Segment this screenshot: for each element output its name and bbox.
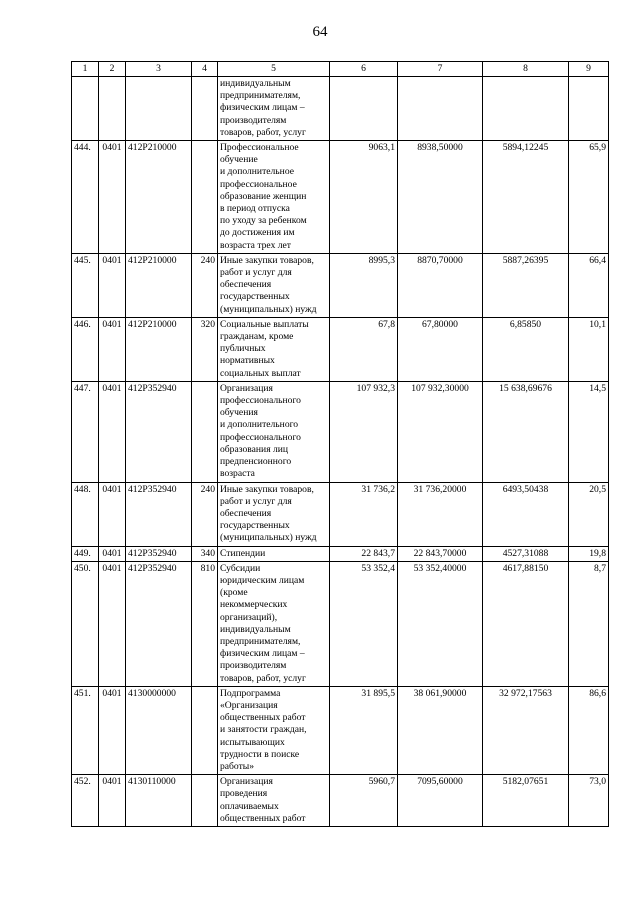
executed-amount: 5894,12245 bbox=[483, 141, 569, 254]
approved-amount bbox=[330, 77, 398, 141]
row-number: 451. bbox=[72, 686, 99, 774]
executed-amount: 4617,88150 bbox=[483, 561, 569, 686]
column-header: 5 bbox=[218, 62, 330, 77]
section-code: 0401 bbox=[99, 686, 126, 774]
execution-percent: 66,4 bbox=[569, 253, 609, 317]
table-row bbox=[72, 546, 609, 561]
target-item-code: 412P210000 bbox=[126, 253, 192, 317]
item-name: Иные закупки товаров, работ и услуг для обеспечения государственных (муниципальных) нужд bbox=[218, 482, 330, 546]
approved-amount: 9063,1 bbox=[330, 141, 398, 254]
row-number: 444. bbox=[72, 141, 99, 254]
target-item-code: 412P210000 bbox=[126, 317, 192, 381]
refined-amount: 53 352,40000 bbox=[398, 561, 483, 686]
refined-amount: 67,80000 bbox=[398, 317, 483, 381]
expense-type-code: 340 bbox=[192, 546, 218, 561]
refined-amount: 8870,70000 bbox=[398, 253, 483, 317]
item-name: индивидуальным предпринимателям, физическим лицам – производителям товаров, работ, услуг bbox=[218, 77, 330, 141]
target-item-code: 412P352940 bbox=[126, 482, 192, 546]
item-name: Подпрограмма «Организация общественных работ и занятости граждан, испытывающих трудности в поиске работы» bbox=[218, 686, 330, 774]
section-code: 0401 bbox=[99, 561, 126, 686]
section-code: 0401 bbox=[99, 775, 126, 827]
expense-type-code bbox=[192, 686, 218, 774]
row-number: 446. bbox=[72, 317, 99, 381]
item-name: Организация проведения оплачиваемых общественных работ bbox=[218, 775, 330, 827]
approved-amount: 31 895,5 bbox=[330, 686, 398, 774]
column-header: 2 bbox=[99, 62, 126, 77]
row-number: 449. bbox=[72, 546, 99, 561]
executed-amount: 4527,31088 bbox=[483, 546, 569, 561]
row-number: 448. bbox=[72, 482, 99, 546]
target-item-code: 412P352940 bbox=[126, 561, 192, 686]
row-number: 447. bbox=[72, 381, 99, 482]
refined-amount: 22 843,70000 bbox=[398, 546, 483, 561]
execution-percent: 19,8 bbox=[569, 546, 609, 561]
expense-type-code: 240 bbox=[192, 482, 218, 546]
item-name: Профессиональное обучение и дополнительное профессиональное образование женщин в период отпуска по уходу за ребенком до достижения им возраста трех лет bbox=[218, 141, 330, 254]
target-item-code: 412P210000 bbox=[126, 141, 192, 254]
table-row bbox=[72, 686, 609, 774]
approved-amount: 31 736,2 bbox=[330, 482, 398, 546]
refined-amount: 107 932,30000 bbox=[398, 381, 483, 482]
expense-type-code bbox=[192, 775, 218, 827]
table-row bbox=[72, 775, 609, 827]
table-row bbox=[72, 77, 609, 141]
execution-percent: 86,6 bbox=[569, 686, 609, 774]
table-row bbox=[72, 141, 609, 254]
approved-amount: 8995,3 bbox=[330, 253, 398, 317]
executed-amount: 15 638,69676 bbox=[483, 381, 569, 482]
execution-percent: 20,5 bbox=[569, 482, 609, 546]
section-code bbox=[99, 77, 126, 141]
section-code: 0401 bbox=[99, 317, 126, 381]
row-number: 452. bbox=[72, 775, 99, 827]
executed-amount: 5182,07651 bbox=[483, 775, 569, 827]
item-name: Иные закупки товаров, работ и услуг для обеспечения государственных (муниципальных) нужд bbox=[218, 253, 330, 317]
column-header: 3 bbox=[126, 62, 192, 77]
executed-amount: 6,85850 bbox=[483, 317, 569, 381]
execution-percent: 65,9 bbox=[569, 141, 609, 254]
expense-type-code bbox=[192, 77, 218, 141]
expense-type-code: 320 bbox=[192, 317, 218, 381]
expense-type-code bbox=[192, 381, 218, 482]
section-code: 0401 bbox=[99, 253, 126, 317]
column-header: 9 bbox=[569, 62, 609, 77]
expense-type-code: 810 bbox=[192, 561, 218, 686]
page-number: 64 bbox=[312, 24, 328, 40]
table-row bbox=[72, 317, 609, 381]
column-header: 8 bbox=[483, 62, 569, 77]
refined-amount: 8938,50000 bbox=[398, 141, 483, 254]
section-code: 0401 bbox=[99, 381, 126, 482]
column-header: 6 bbox=[330, 62, 398, 77]
table-row bbox=[72, 482, 609, 546]
target-item-code bbox=[126, 77, 192, 141]
column-header: 1 bbox=[72, 62, 99, 77]
approved-amount: 107 932,3 bbox=[330, 381, 398, 482]
item-name: Организация профессионального обучения и дополнительного профессионального образования лиц предпенсионного возраста bbox=[218, 381, 330, 482]
header-row bbox=[72, 62, 609, 77]
section-code: 0401 bbox=[99, 546, 126, 561]
target-item-code: 4130000000 bbox=[126, 686, 192, 774]
budget-table bbox=[71, 61, 609, 827]
expense-type-code: 240 bbox=[192, 253, 218, 317]
refined-amount: 31 736,20000 bbox=[398, 482, 483, 546]
column-header: 7 bbox=[398, 62, 483, 77]
item-name: Субсидии юридическим лицам (кроме некоммерческих организаций), индивидуальным предпринимателям, физическим лицам – производителям товаров, работ, услуг bbox=[218, 561, 330, 686]
target-item-code: 4130110000 bbox=[126, 775, 192, 827]
approved-amount: 22 843,7 bbox=[330, 546, 398, 561]
table-row bbox=[72, 381, 609, 482]
refined-amount: 38 061,90000 bbox=[398, 686, 483, 774]
row-number: 445. bbox=[72, 253, 99, 317]
execution-percent: 14,5 bbox=[569, 381, 609, 482]
execution-percent bbox=[569, 77, 609, 141]
row-number bbox=[72, 77, 99, 141]
expense-type-code bbox=[192, 141, 218, 254]
item-name: Социальные выплаты гражданам, кроме публичных нормативных социальных выплат bbox=[218, 317, 330, 381]
approved-amount: 53 352,4 bbox=[330, 561, 398, 686]
execution-percent: 8,7 bbox=[569, 561, 609, 686]
approved-amount: 5960,7 bbox=[330, 775, 398, 827]
refined-amount: 7095,60000 bbox=[398, 775, 483, 827]
item-name: Стипендии bbox=[218, 546, 330, 561]
row-number: 450. bbox=[72, 561, 99, 686]
table-row bbox=[72, 561, 609, 686]
table-row bbox=[72, 253, 609, 317]
executed-amount: 6493,50438 bbox=[483, 482, 569, 546]
execution-percent: 10,1 bbox=[569, 317, 609, 381]
executed-amount: 32 972,17563 bbox=[483, 686, 569, 774]
refined-amount bbox=[398, 77, 483, 141]
execution-percent: 73,0 bbox=[569, 775, 609, 827]
target-item-code: 412P352940 bbox=[126, 381, 192, 482]
target-item-code: 412P352940 bbox=[126, 546, 192, 561]
approved-amount: 67,8 bbox=[330, 317, 398, 381]
section-code: 0401 bbox=[99, 482, 126, 546]
section-code: 0401 bbox=[99, 141, 126, 254]
executed-amount: 5887,26395 bbox=[483, 253, 569, 317]
column-header: 4 bbox=[192, 62, 218, 77]
executed-amount bbox=[483, 77, 569, 141]
